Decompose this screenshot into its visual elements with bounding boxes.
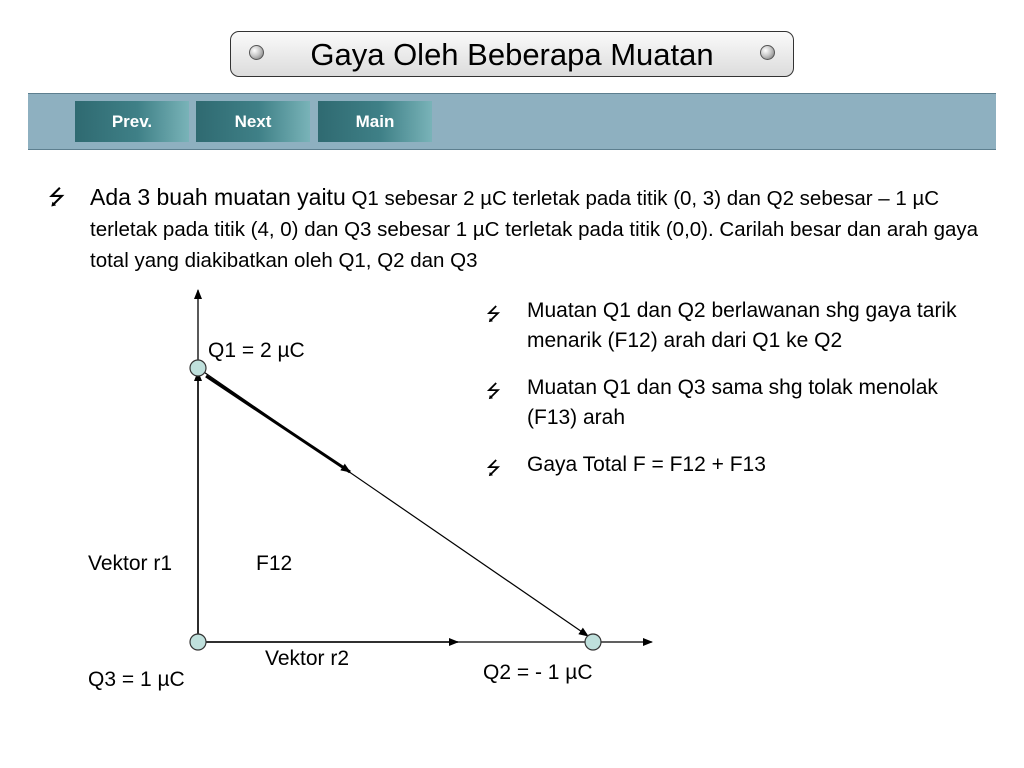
page-title: Gaya Oleh Beberapa Muatan	[310, 37, 714, 72]
scribble-bullet-icon: ⭍	[486, 304, 501, 324]
charge-q2	[585, 634, 601, 650]
f12-arrow	[206, 376, 350, 472]
q2-label: Q2 = - 1 µC	[483, 661, 593, 684]
charge-q1	[190, 360, 206, 376]
vector-r2-label: Vektor r2	[265, 647, 350, 670]
next-button[interactable]: Next	[196, 101, 310, 142]
q3-label: Q3 = 1 µC	[88, 668, 185, 691]
scribble-bullet-icon: ⭍	[48, 186, 66, 209]
f12-label: F12	[256, 552, 293, 575]
problem-body: Q1 sebesar 2 µC terletak pada titik (0, 3) dan Q2 sebesar – 1 µC terletak pada titik (4, 0) dan Q3 sebesar 1 µC terletak pada titik (0,0). Carilah besar dan arah gaya total yang diakibatkan oleh Q1, Q2 dan Q3	[90, 187, 979, 272]
main-button[interactable]: Main	[318, 101, 432, 142]
prev-button[interactable]: Prev.	[75, 101, 189, 142]
problem-lead: Ada 3 buah muatan yaitu	[90, 184, 346, 210]
note-text: Gaya Total F = F12 + F13	[527, 453, 766, 476]
note-text: Muatan Q1 dan Q2 berlawanan shg gaya tarik menarik (F12) arah dari Q1 ke Q2	[527, 299, 957, 352]
scribble-bullet-icon: ⭍	[486, 381, 501, 401]
charge-q3	[190, 634, 206, 650]
note-text: Muatan Q1 dan Q3 sama shg tolak menolak (F13) arah	[527, 376, 938, 429]
q1-label: Q1 = 2 µC	[208, 339, 305, 362]
scribble-bullet-icon: ⭍	[486, 458, 501, 478]
vector-r1-label: Vektor r1	[88, 552, 173, 575]
